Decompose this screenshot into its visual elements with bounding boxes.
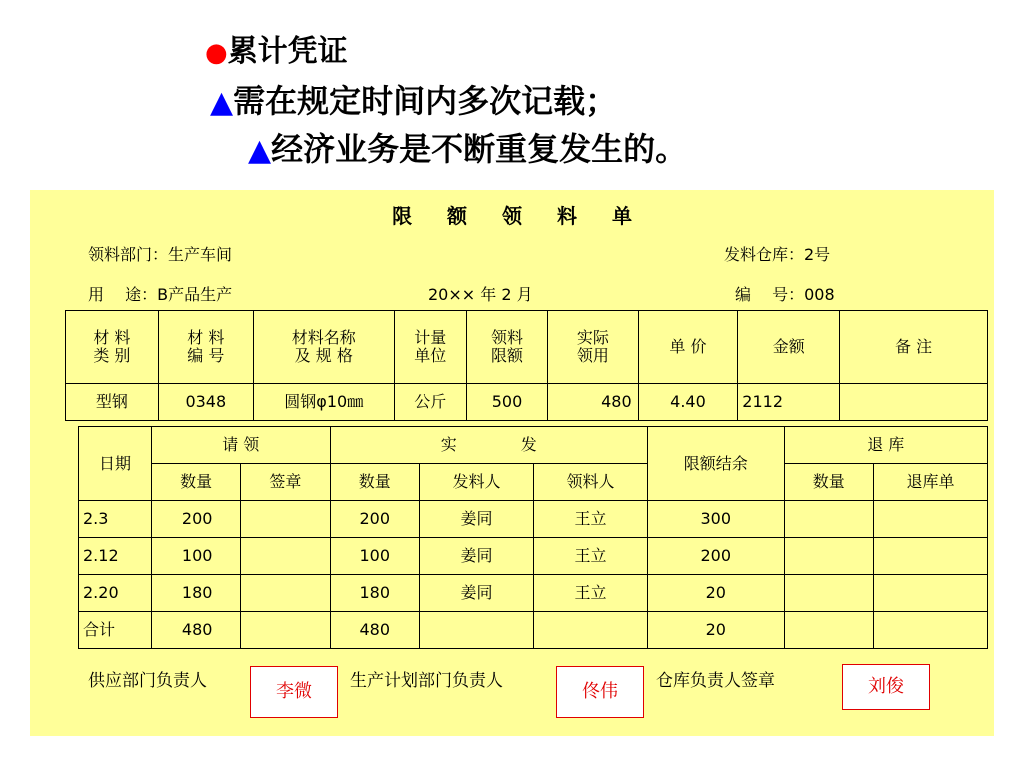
table-header-row — [79, 427, 988, 464]
table-cell — [840, 384, 988, 421]
issue-detail-table — [78, 426, 988, 649]
table-cell: 480 — [548, 384, 638, 421]
plan-signature-label: 生产计划部门负责人 — [350, 671, 503, 691]
table-header: 备 注 — [840, 311, 988, 384]
table-cell: 300 — [647, 501, 784, 538]
table-header: 数量 — [784, 464, 873, 501]
table-cell — [241, 501, 330, 538]
table-cell — [784, 612, 873, 649]
table-header: 发料人 — [419, 464, 533, 501]
table-cell: 姜同 — [419, 538, 533, 575]
table-cell — [241, 538, 330, 575]
table-cell: 合计 — [79, 612, 152, 649]
heading-cumulative-voucher — [205, 26, 348, 70]
table-cell — [784, 575, 873, 612]
table-cell: 180 — [330, 575, 419, 612]
limit-requisition-form — [30, 190, 994, 736]
table-cell: 500 — [466, 384, 547, 421]
table-header: 日期 — [79, 427, 152, 501]
table-header: 请 领 — [151, 427, 330, 464]
table-header: 退 库 — [784, 427, 987, 464]
table-cell — [873, 501, 987, 538]
table-header: 领料 限额 — [466, 311, 547, 384]
heading-text-2: 需在规定时间内多次记载； — [233, 82, 618, 120]
table-cell: 4.40 — [638, 384, 738, 421]
supply-signature-label: 供应部门负责人 — [88, 671, 207, 691]
table-header-row — [66, 311, 988, 384]
table-row — [79, 501, 988, 538]
table-cell: 180 — [151, 575, 240, 612]
table-cell: 2112 — [738, 384, 840, 421]
number-label: 编 号：008 — [735, 285, 835, 304]
table-cell: 100 — [151, 538, 240, 575]
table-header: 退库单 — [873, 464, 987, 501]
title-char: 额 — [447, 204, 468, 228]
table-header: 金额 — [738, 311, 840, 384]
purpose-label: 用 途：B产品生产 — [88, 285, 233, 304]
table-cell: 200 — [647, 538, 784, 575]
table-row — [79, 538, 988, 575]
table-cell: 2.3 — [79, 501, 152, 538]
table-header: 签章 — [241, 464, 330, 501]
table-cell — [241, 612, 330, 649]
table-cell — [784, 501, 873, 538]
table-cell — [873, 612, 987, 649]
table-cell: 20 — [647, 575, 784, 612]
table-cell: 0348 — [158, 384, 253, 421]
table-cell: 2.20 — [79, 575, 152, 612]
supply-seal-stamp: 李微 — [250, 666, 338, 718]
table-header: 材料名称 及 规 格 — [253, 311, 394, 384]
table-cell: 2.12 — [79, 538, 152, 575]
heading-text-1: 累计凭证 — [227, 34, 348, 69]
heading-text-3: 经济业务是不断重复发生的。 — [271, 130, 688, 168]
table-cell: 480 — [151, 612, 240, 649]
title-char: 领 — [502, 204, 522, 228]
store-signature-label: 仓库负责人签章 — [656, 671, 775, 691]
table-cell — [873, 575, 987, 612]
table-cell: 王立 — [533, 538, 647, 575]
table-row — [79, 575, 988, 612]
table-cell: 王立 — [533, 575, 647, 612]
table-header: 实际 领用 — [548, 311, 638, 384]
table-cell — [784, 538, 873, 575]
table-cell: 480 — [330, 612, 419, 649]
table-cell: 100 — [330, 538, 419, 575]
table-cell — [419, 612, 533, 649]
table-header: 材 料 编 号 — [158, 311, 253, 384]
table-row — [66, 384, 988, 421]
store-seal-stamp: 刘俊 — [842, 664, 930, 710]
table-header-row — [79, 464, 988, 501]
triangle-bullet-icon: ▲ — [248, 133, 272, 168]
table-header: 数量 — [330, 464, 419, 501]
table-header: 限额结余 — [647, 427, 784, 501]
plan-seal-stamp: 佟伟 — [556, 666, 644, 718]
table-cell: 姜同 — [419, 575, 533, 612]
table-header: 材 料 类 别 — [66, 311, 159, 384]
table-cell: 型钢 — [66, 384, 159, 421]
table-cell: 圆钢φ10㎜ — [253, 384, 394, 421]
title-char: 单 — [611, 204, 632, 228]
table-cell: 20 — [647, 612, 784, 649]
material-table — [65, 310, 988, 421]
table-header: 数量 — [151, 464, 240, 501]
table-cell — [241, 575, 330, 612]
bullet-dot-icon: ● — [205, 38, 228, 68]
title-char: 料 — [556, 204, 577, 228]
table-cell: 200 — [151, 501, 240, 538]
table-cell: 姜同 — [419, 501, 533, 538]
table-cell: 200 — [330, 501, 419, 538]
table-header: 计量 单位 — [394, 311, 466, 384]
table-cell — [533, 612, 647, 649]
table-header: 实 发 — [330, 427, 647, 464]
table-header: 领料人 — [533, 464, 647, 501]
table-cell — [873, 538, 987, 575]
heading-point-2 — [248, 124, 687, 170]
date-label: 20×× 年 2 月 — [428, 285, 533, 304]
table-row — [79, 612, 988, 649]
table-cell: 王立 — [533, 501, 647, 538]
table-cell: 公斤 — [394, 384, 466, 421]
title-char: 限 — [392, 204, 413, 228]
triangle-bullet-icon: ▲ — [210, 85, 234, 120]
warehouse-label: 发料仓库：2号 — [724, 245, 831, 264]
dept-label: 领料部门：生产车间 — [88, 245, 233, 264]
form-title — [30, 200, 994, 229]
heading-point-1 — [210, 76, 617, 122]
table-header: 单 价 — [638, 311, 738, 384]
